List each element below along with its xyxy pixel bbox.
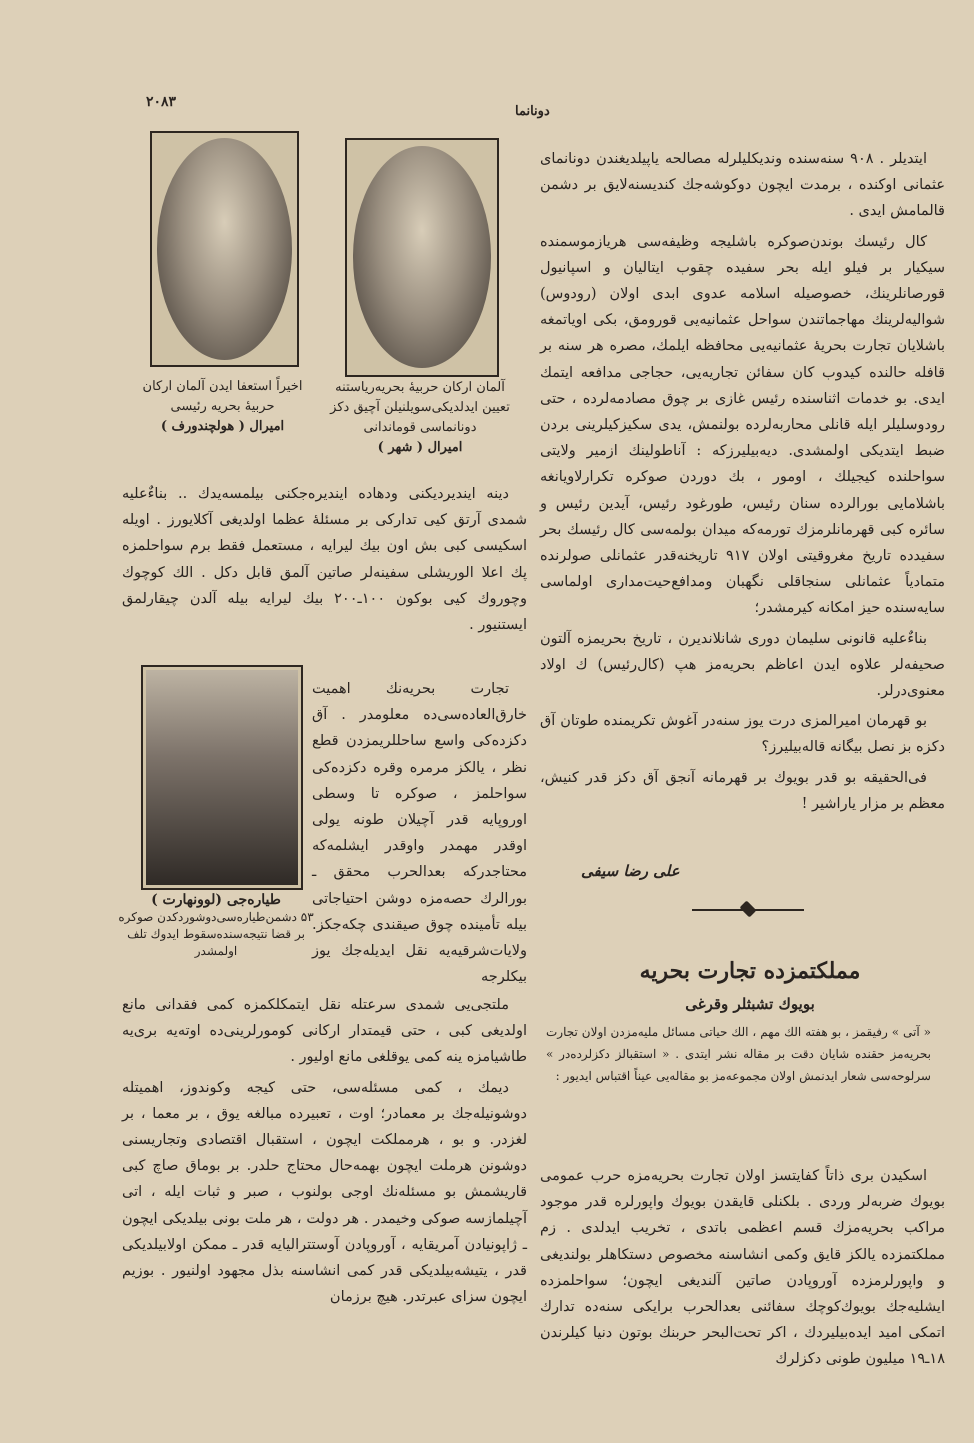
paragraph: فی‌الحقیقه بو قدر بویوك بر قهرمانه آنجق آق دكز قدر كنیش، معظم بر مزار یاراشیر ! [540, 769, 945, 812]
paragraph: دیمك ، كمی مسئله‌سی، حتی كیجه وكوندوز، اهمیتله دوشونیله‌جك بر معمادر؛ اوت ، تعبیرده مبالغه یوق ، بر معما ، بر لغزدر. و بو ، هرمملكت ایچون ، استقبال اقتصادی وتجاریسنی دوشونن هرملت ایچون بهمه‌حال محتاج حلدر. بر بوماق صاچ كبی قاریشمش بو مسئله‌نك اوجی بولنوب ، صبر و ثبات ایله ، اتی آچیلمازسه صوكی وخیمدر . هر دولت ، هر ملت بونی بیلدیكی ایچون ـ ژاپونیادن آمریقایه ، آوروپادن آوستترالیایه قدر ـ ممكن اولابیلدیكی قدر ، یتیشه‌بیلدیكی قدر كمی انشاسنه بذل مجهود اولنیور . بوزیم ایچون سزای عبرتدر. هیچ برزمان [122, 1079, 527, 1306]
right-column [540, 146, 945, 821]
section-subtitle: بویوك تشبثلر وقرغی [685, 995, 815, 1013]
right-column-bottom [540, 1163, 945, 1377]
caption-name: طیاره‌جی (لوونهارت ) [151, 892, 281, 908]
paragraph: دینه ایندیردیكنی ودهاده ایندیره‌جكنی بیلمسه‌یدك .. بناءٌعلیه شمدی آرتق كیی تداركی بر مسئلهٔ عظما اولدیغی آكلایورز . اویله اسكیسی كبی بش اون بیك لیرایه ، مستعمل فقط برم سواحلمزه پك اعلا الوریشلی سفینه‌لر صاتین آلمق قابل دكل . الك كوچوك وچوروك كیی بوكون ۱۰۰ـ۲۰۰ بیك لیرایه بیله آلدن چیقارلمق ایستنیور . [122, 486, 527, 634]
paragraph: كال رئيسك بوندن‌صوكره باشلیجه وظیفه‌سی هریازموسمنده سیكیار بر فیلو ایله بحر سفیده چقوب ایتالیان و اسپانیول قورصانلرینك، خصوصیله اسلامه عدوی ابدی اولان (رودوس) شوالیه‌لرینك مهاجماتندن سواحل عثمانیه‌یی قورومق، بكی اویاتمغه باشلایان تجارت بحریهٔ عثمانیه‌یی محافظه ایلمك، مصره هر سنه بر قافله حالنده كیدوب كان سفائن تجاریه‌یی، حجاجی مدافعه ایتمك ایدی. بو خدمات اثناسنده رئیس غازی بر چوق مصادمه‌لرده ، حتی رودوسلیلر ایله قانلی محاربه‌لرده بولنمش، یدی سكیزكیلرینی بردن ضبط ایتدیكی اولمشدی. دیه‌بیلیرزكه : آناطولینك ازمیر ولایتی سواحلنده كیجیلك ، اومور ، بك دوردن صوكره تكرارلاویانغه باشلامایی بورالرده سنان رئیس، طورغود رئیس، آیدین رئیس و سائره كبی قهرمانلرمزك تورمه‌كه میدان بولمه‌سی كال رئيسك بحر سفیدده تاریخ مغروقیتی اولان ۹۱۷ تاریخنه‌قدر عثمانلی صولرنده متمادیاً عثمانلی سنجاقلی نگهبان ومدافع‌حیت‌مداری اولماسی سایه‌سنده حیز امكانه كیرمشدر؛ [540, 233, 945, 617]
separator-ornament [740, 901, 757, 918]
paragraph: بناءٌعلیه قانونی سلیمان دوری شانلاندیرن ، تاریخ بحریمزه آلتون صحیفه‌لر علاوه ایدن اعاظم بحریه‌مز هپ (كال‌رئیس) ك اولاد معنوی‌درلر. [540, 630, 945, 700]
paragraph: ملتجی‌یی شمدی سرعتله نقل ایتمكلكمزه كمی فقدانی مانع اولدیغی كبی ، حتی قیمتدار اركانی كومورلرینی‌ده اوته‌یه بری‌یه طاشیامزه ینه كمی یوقلغی مانع اولیور . [122, 997, 527, 1066]
left-column-bottom [122, 992, 527, 1314]
paragraph: ایتدیلر . ۹۰۸ سنه‌سنده ونديكلیلرله مصالحه یاپیلدیغندن دونانمای عثمانی اوكنده ، برمدت ایچون دوكوشه‌جك كندیسنه‌لایق بر دشمن قالمامش ایدی . [540, 151, 945, 220]
author-signature: علی رضا سیفی [581, 862, 680, 880]
caption-text: آلمان اركان حربیهٔ بحریه‌ریاستنه تعیین ایدلدیكی‌سویلنیلن آچیق دكز دونانماسی قوماندانی [330, 380, 510, 435]
left-column-top [122, 481, 527, 642]
portrait-photo-admiral-scheer [345, 138, 499, 377]
section-intro: « آتی » رفیقمز ، بو هفته الك مهم ، الك حیاتی مسائل ملیه‌مزدن اولان تجارت بحریه‌مز حقنده شایان دقت بر مقاله نشر ایتدی . « استقبالز دكزلرده‌در » سرلوحه‌سی شعار ایدنمش اولان مجموعه‌مز بو مقاله‌یی عیناً اقتباس ایدیور : [546, 1025, 931, 1083]
photo-caption-admiral-holtzendorff [130, 377, 315, 437]
left-column-middle [312, 676, 527, 994]
caption-name: امیرال ( شهر ) [377, 440, 463, 455]
portrait-image [353, 146, 491, 368]
section-title: مملكتمزده تجارت بحریه [639, 958, 861, 984]
paragraph: بو قهرمان امیرالمزی درت یوز سنه‌در آغوش تكریمنده طوتان آق دكزه بز نصل بیگانه قاله‌بیلیرز؟ [540, 713, 945, 756]
portrait-photo-admiral-holtzendorff [150, 131, 299, 367]
paragraph: تجارت بحریه‌نك اهمیت خارق‌العاده‌سی‌ده معلومدر . آق دكزده‌كی واسع ساحللریمزدن قطع نظر ، یالكز مرمره وقره دكزده‌كی سواحلمز ، صوكره تا وسطی اوروپایه قدر آچیلان طونه یولی اوقدر مهمدر واوقدر ایشلمه‌كه محتاجدركه بعدالحرب محقق ـ بورالرك حصه‌مزه دوشن احتیاجاتی بیله تأمینده چوق صیقندی چكه‌جكز. ولایات‌شرقیه‌یه نقل ایدیله‌جك یوز بیكلرجه [312, 681, 527, 986]
photo-caption-admiral-scheer [325, 378, 515, 458]
running-title: دونانما [515, 104, 550, 119]
portrait-image [157, 138, 292, 360]
caption-text: ۵۳ دشمن‌طیاره‌سی‌دوشوردكدن صوكره بر قضا نتیجه‌سنده‌سقوط ایدوك تلف اولمشدر [118, 910, 314, 958]
caption-name: امیرال ( هولچندورف ) [160, 419, 285, 434]
portrait-image [146, 670, 298, 885]
paragraph: اسكیدن بری ذاتاً كفایتسز اولان تجارت بحریه‌مزه حرب عمومی بویوك ضربه‌لر وردی . بلكنلی قایقدن بویوك واپورلره قدر موجود مراكب بحریه‌مزك قسم اعظمی باتدی ، تخریب ایدلدی . زم مملكتمزده یالكز قایق وكمی انشاسنه مخصوص دستكاهلر بولندیغی و واپورلرمزده آوروپادن صاتین آلندیغی ایچون؛ سواحلمزده ایشلیه‌جك بویوك‌كوچك سفائنی بعدالحرب برایكی سنه‌ده تدارك اتمكی امید ایده‌بیلیردك ، اكر تحت‌البحر حربنك بوتون دنیا كیلرندن ۱۸ـ۱۹ میلیون طونی دكزلرك [540, 1168, 945, 1368]
photo-caption-aviator [118, 892, 314, 960]
caption-text: اخیراً استعفا ایدن آلمان اركان حربیهٔ بحریه رئیسی [142, 379, 303, 414]
portrait-photo-aviator-loewenhardt [141, 665, 303, 890]
page-number: ۲۰۸۳ [146, 94, 177, 110]
